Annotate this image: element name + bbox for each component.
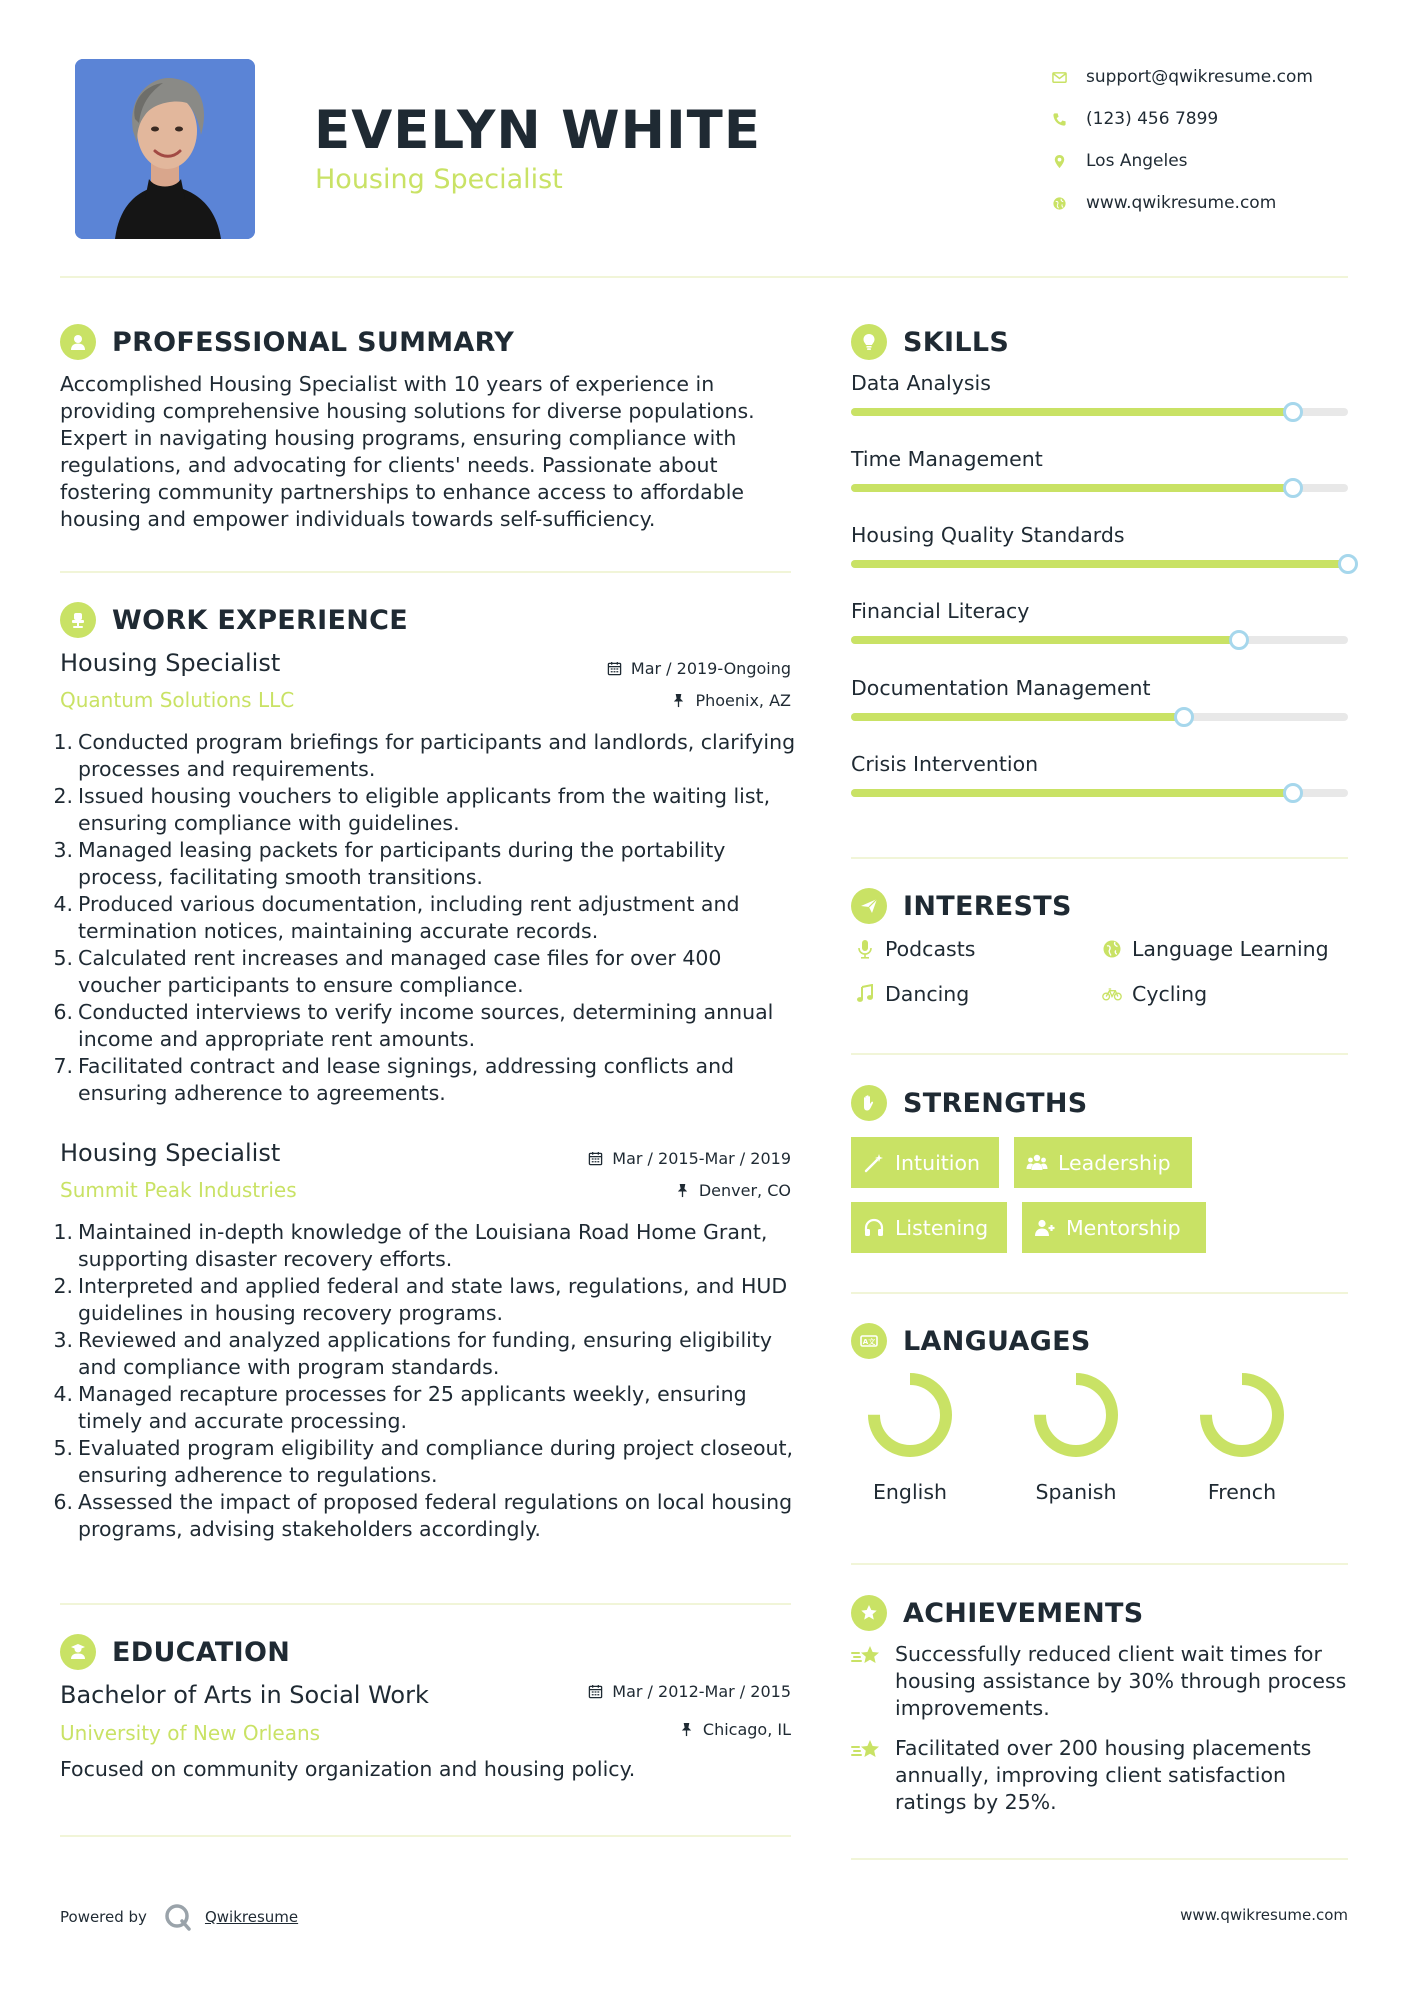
strengths-heading: STRENGTHS bbox=[903, 1087, 1088, 1119]
language-item bbox=[1187, 1370, 1297, 1504]
contact-list bbox=[1050, 56, 1350, 224]
microphone-icon bbox=[851, 939, 879, 959]
phone-icon bbox=[1050, 112, 1086, 127]
work-section-header bbox=[60, 602, 408, 638]
skills-divider bbox=[851, 857, 1348, 859]
list-item: 2. Interpreted and applied federal and state laws, regulations, and HUD guidelines in housing recovery programs. bbox=[53, 1274, 788, 1325]
skill-bar bbox=[851, 484, 1348, 492]
graduation-icon bbox=[60, 1634, 96, 1670]
qwikresume-logo-icon bbox=[163, 1902, 193, 1932]
strength-label: Listening bbox=[895, 1215, 989, 1240]
skill-bar-knob bbox=[1338, 554, 1358, 574]
user-plus-icon bbox=[1034, 1217, 1056, 1239]
list-item: 1. Conducted program briefings for participants and landlords, clarifying processes and requirements. bbox=[53, 730, 796, 781]
job-bullets bbox=[50, 729, 798, 1107]
headphones-icon bbox=[863, 1217, 885, 1239]
contact-email[interactable] bbox=[1050, 56, 1350, 98]
education-date bbox=[588, 1682, 791, 1701]
star-badge-icon bbox=[851, 1595, 887, 1631]
job-location-text: Denver, CO bbox=[698, 1181, 791, 1200]
list-item: 3. Reviewed and analyzed applications for funding, ensuring eligibility and compliance with program standards. bbox=[53, 1328, 773, 1379]
interest-item bbox=[851, 982, 969, 1006]
header-divider bbox=[60, 276, 1348, 278]
bicycle-icon bbox=[1098, 984, 1126, 1004]
globe-icon bbox=[1098, 939, 1126, 959]
map-pin-icon bbox=[1050, 154, 1086, 169]
skill-bar bbox=[851, 636, 1348, 644]
list-item: 6. Conducted interviews to verify income sources, determining annual income and appropriate rent amounts. bbox=[53, 1000, 774, 1051]
skills-section-header bbox=[851, 324, 1009, 360]
work-heading: WORK EXPERIENCE bbox=[112, 604, 408, 636]
achievements-divider bbox=[851, 1858, 1348, 1860]
globe-icon bbox=[1050, 196, 1086, 211]
strengths-divider bbox=[851, 1292, 1348, 1294]
contact-email-text: support@qwikresume.com bbox=[1086, 67, 1313, 87]
interests-divider bbox=[851, 1053, 1348, 1055]
shooting-star-icon bbox=[851, 1735, 895, 1816]
achievement-text: Successfully reduced client wait times for housing assistance by 30% through process improvements. bbox=[895, 1642, 1347, 1720]
degree-title: Bachelor of Arts in Social Work bbox=[60, 1681, 429, 1709]
translate-icon bbox=[851, 1323, 887, 1359]
language-proficiency-ring bbox=[1031, 1370, 1121, 1460]
job-location bbox=[671, 691, 791, 710]
skill-bar bbox=[851, 789, 1348, 797]
skill-bar-fill bbox=[851, 789, 1293, 797]
achievement-item bbox=[851, 1735, 1351, 1816]
skill-bar bbox=[851, 560, 1348, 568]
contact-location-text: Los Angeles bbox=[1086, 151, 1188, 171]
interest-label: Dancing bbox=[885, 982, 970, 1006]
list-item: 4. Produced various documentation, including rent adjustment and termination notices, maintaining accurate records. bbox=[53, 892, 740, 943]
powered-by-label: Powered by bbox=[60, 1908, 147, 1926]
languages-section-header bbox=[851, 1323, 1091, 1359]
profile-photo bbox=[75, 59, 255, 239]
job-title: Housing Specialist bbox=[60, 1139, 281, 1167]
languages-divider bbox=[851, 1563, 1348, 1565]
strength-tag bbox=[851, 1137, 999, 1188]
contact-website-text: www.qwikresume.com bbox=[1086, 193, 1277, 213]
candidate-name: EVELYN WHITE bbox=[314, 100, 762, 161]
hand-icon bbox=[851, 1085, 887, 1121]
skill-bar-fill bbox=[851, 560, 1348, 568]
school-name: University of New Orleans bbox=[60, 1721, 321, 1745]
skill-bar bbox=[851, 408, 1348, 416]
list-item: 1. Maintained in-depth knowledge of the Louisiana Road Home Grant, supporting disaster recovery efforts. bbox=[53, 1220, 768, 1271]
achievements-section-header bbox=[851, 1595, 1144, 1631]
strength-tag bbox=[1022, 1202, 1206, 1253]
candidate-title: Housing Specialist bbox=[315, 164, 563, 195]
education-section-header bbox=[60, 1634, 290, 1670]
skill-name: Housing Quality Standards bbox=[851, 523, 1125, 547]
job-date bbox=[588, 1149, 791, 1168]
interest-label: Cycling bbox=[1132, 982, 1208, 1006]
powered-by bbox=[60, 1902, 298, 1932]
list-item: 3. Managed leasing packets for participants during the portability process, facilitating smooth transitions. bbox=[53, 838, 726, 889]
education-description: Focused on community organization and housing policy. bbox=[60, 1757, 636, 1781]
pushpin-icon bbox=[679, 1722, 694, 1737]
skill-item bbox=[851, 599, 1348, 623]
skill-bar bbox=[851, 713, 1348, 721]
summary-divider bbox=[60, 571, 791, 573]
paper-plane-icon bbox=[851, 888, 887, 924]
skill-item bbox=[851, 371, 1348, 395]
pushpin-icon bbox=[671, 693, 686, 708]
skill-bar-knob bbox=[1174, 707, 1194, 727]
summary-section-header bbox=[60, 324, 514, 360]
strengths-section-header bbox=[851, 1085, 1088, 1121]
language-name: Spanish bbox=[1035, 1480, 1117, 1504]
skill-item bbox=[851, 676, 1348, 700]
briefcase-chair-icon bbox=[60, 602, 96, 638]
education-location bbox=[679, 1720, 791, 1739]
footer-website[interactable]: www.qwikresume.com bbox=[1180, 1906, 1348, 1924]
job-date-text: Mar / 2015-Mar / 2019 bbox=[612, 1149, 791, 1168]
list-item: 4. Managed recapture processes for 25 applicants weekly, ensuring timely and accurate processing. bbox=[53, 1382, 747, 1433]
shooting-star-icon bbox=[851, 1641, 895, 1722]
pushpin-icon bbox=[675, 1183, 690, 1198]
skill-name: Financial Literacy bbox=[851, 599, 1030, 623]
portrait-image bbox=[75, 59, 255, 239]
user-icon bbox=[60, 324, 96, 360]
job-location bbox=[675, 1181, 791, 1200]
job-company: Summit Peak Industries bbox=[60, 1178, 297, 1202]
list-item: 2. Issued housing vouchers to eligible applicants from the waiting list, ensuring compliance with guidelines. bbox=[53, 784, 771, 835]
list-item: 6. Assessed the impact of proposed federal regulations on local housing programs, advising stakeholders accordingly. bbox=[53, 1490, 793, 1541]
summary-text: Accomplished Housing Specialist with 10 years of experience in providing comprehensive housing solutions for diverse populations. Expert in navigating housing programs, ensuring compliance with regulations, and advocating for clients' needs. Passionate about fostering community partnerships to enhance access to affordable housing and empower individuals towards self-sufficiency. bbox=[60, 372, 755, 531]
skill-name: Time Management bbox=[851, 447, 1043, 471]
education-divider bbox=[60, 1835, 791, 1837]
work-divider bbox=[60, 1603, 791, 1605]
skill-bar-fill bbox=[851, 484, 1293, 492]
contact-phone-text: (123) 456 7899 bbox=[1086, 109, 1219, 129]
svg-text:A文: A文 bbox=[862, 1338, 876, 1346]
language-proficiency-ring bbox=[865, 1370, 955, 1460]
envelope-icon bbox=[1050, 70, 1086, 85]
education-location-text: Chicago, IL bbox=[702, 1720, 791, 1739]
job-date bbox=[607, 659, 791, 678]
education-date-text: Mar / 2012-Mar / 2015 bbox=[612, 1682, 791, 1701]
list-item: 5. Evaluated program eligibility and compliance during project closeout, ensuring adherence to regulations. bbox=[53, 1436, 794, 1487]
interest-item bbox=[1098, 982, 1207, 1006]
job-location-text: Phoenix, AZ bbox=[695, 691, 791, 710]
qwikresume-link[interactable]: Qwikresume bbox=[204, 1908, 299, 1926]
job-bullets bbox=[50, 1219, 798, 1543]
calendar-icon bbox=[607, 661, 622, 676]
job-company: Quantum Solutions LLC bbox=[60, 688, 295, 712]
interest-item bbox=[1098, 937, 1329, 961]
list-item: 5. Calculated rent increases and managed case files for over 400 voucher participants to ensure compliance. bbox=[53, 946, 722, 997]
strength-label: Intuition bbox=[895, 1150, 981, 1175]
magic-wand-icon bbox=[863, 1152, 885, 1174]
skill-name: Crisis Intervention bbox=[851, 752, 1039, 776]
interest-label: Language Learning bbox=[1132, 937, 1329, 961]
skill-bar-fill bbox=[851, 713, 1184, 721]
achievements-heading: ACHIEVEMENTS bbox=[903, 1597, 1144, 1629]
skill-item bbox=[851, 752, 1348, 776]
contact-phone[interactable] bbox=[1050, 98, 1350, 140]
strength-tag bbox=[851, 1202, 1007, 1253]
skill-bar-knob bbox=[1283, 783, 1303, 803]
strength-tag bbox=[1014, 1137, 1192, 1188]
skill-item bbox=[851, 447, 1348, 471]
language-item bbox=[855, 1370, 965, 1504]
job-date-text: Mar / 2019-Ongoing bbox=[630, 659, 791, 678]
interests-heading: INTERESTS bbox=[903, 890, 1072, 922]
lightbulb-icon bbox=[851, 324, 887, 360]
language-name: English bbox=[872, 1480, 948, 1504]
calendar-icon bbox=[588, 1151, 603, 1166]
skill-bar-fill bbox=[851, 408, 1293, 416]
language-item bbox=[1021, 1370, 1131, 1504]
summary-heading: PROFESSIONAL SUMMARY bbox=[112, 326, 515, 358]
skills-heading: SKILLS bbox=[903, 326, 1010, 358]
contact-website[interactable] bbox=[1050, 182, 1350, 224]
calendar-icon bbox=[588, 1684, 603, 1699]
contact-location bbox=[1050, 140, 1350, 182]
strength-label: Mentorship bbox=[1066, 1215, 1181, 1240]
interests-section-header bbox=[851, 888, 1072, 924]
language-name: French bbox=[1207, 1480, 1277, 1504]
interest-label: Podcasts bbox=[885, 937, 976, 961]
skill-name: Documentation Management bbox=[851, 676, 1151, 700]
strength-label: Leadership bbox=[1058, 1150, 1171, 1175]
skill-bar-knob bbox=[1283, 478, 1303, 498]
skill-bar-fill bbox=[851, 636, 1239, 644]
achievement-item bbox=[851, 1641, 1351, 1722]
skill-item bbox=[851, 523, 1348, 547]
list-item: 7. Facilitated contract and lease signings, addressing conflicts and ensuring adherence to agreements. bbox=[53, 1054, 735, 1105]
skill-bar-knob bbox=[1229, 630, 1249, 650]
job-title: Housing Specialist bbox=[60, 649, 281, 677]
education-heading: EDUCATION bbox=[112, 1636, 291, 1668]
skill-name: Data Analysis bbox=[851, 371, 991, 395]
skill-bar-knob bbox=[1283, 402, 1303, 422]
language-proficiency-ring bbox=[1197, 1370, 1287, 1460]
interest-item bbox=[851, 937, 975, 961]
achievement-text: Facilitated over 200 housing placements annually, improving client satisfaction ratings by 25%. bbox=[895, 1736, 1312, 1814]
users-icon bbox=[1026, 1152, 1048, 1174]
languages-heading: LANGUAGES bbox=[903, 1325, 1091, 1357]
music-note-icon bbox=[851, 984, 879, 1004]
